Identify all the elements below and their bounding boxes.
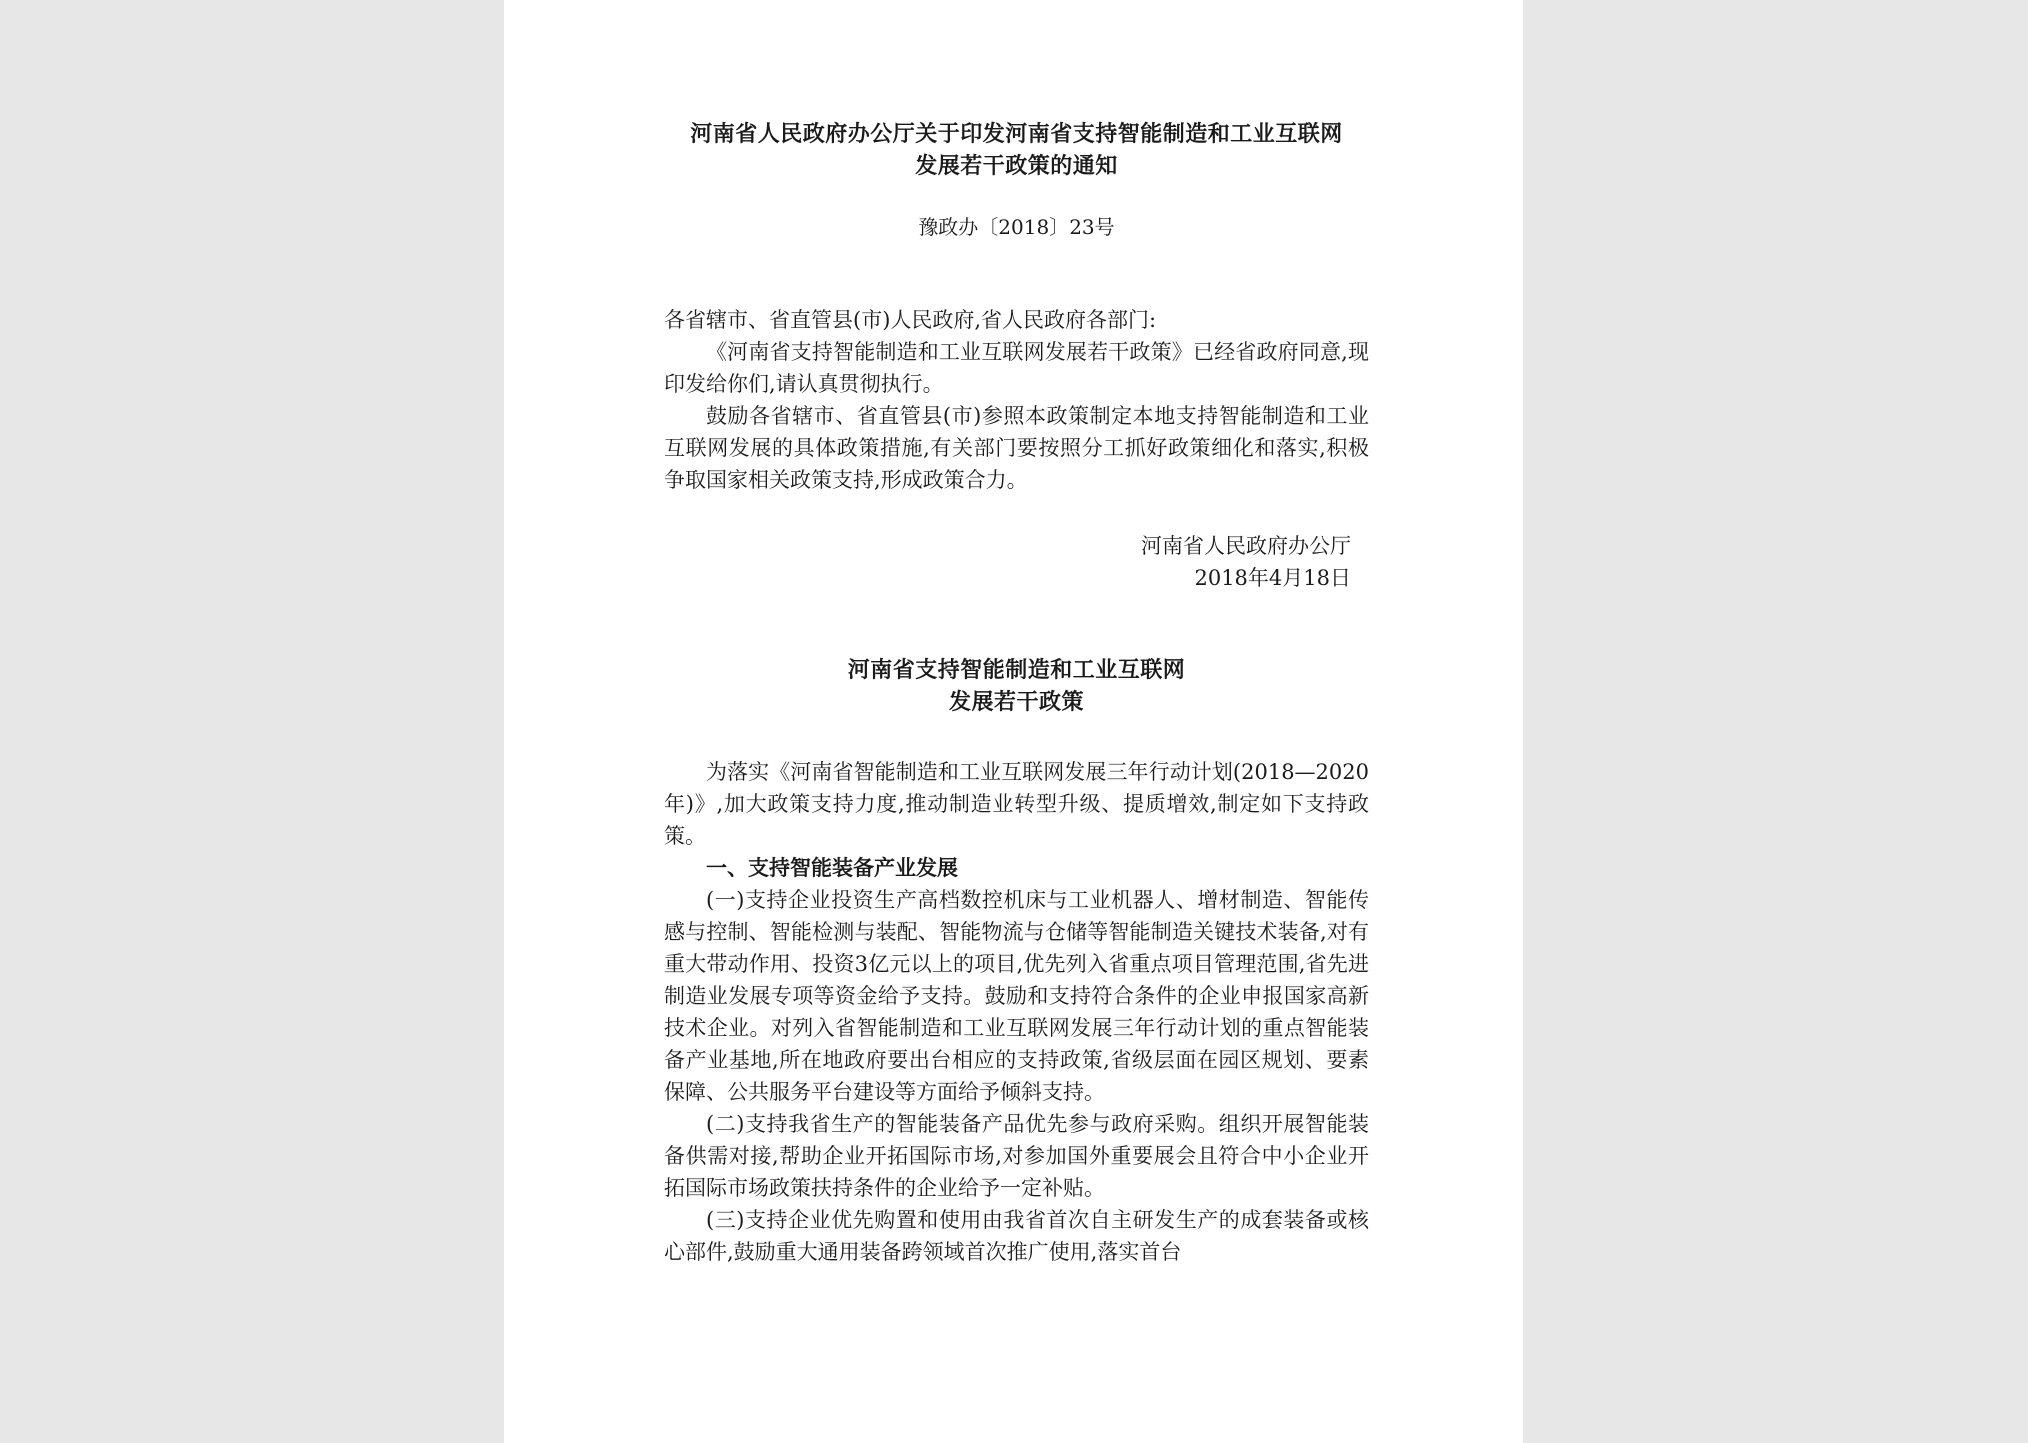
signature-org: 河南省人民政府办公厅 (1141, 534, 1351, 558)
addressee: 各省辖市、省直管县(市)人民政府,省人民政府各部门: (664, 308, 1157, 332)
document-number: 豫政办〔2018〕23号 (918, 215, 1115, 239)
notice-paragraph-1: 《河南省支持智能制造和工业互联网发展若干政策》已经省政府同意,现印发给你们,请认真贯彻执行。 (664, 340, 1369, 396)
policy-title-line1: 河南省支持智能制造和工业互联网 (847, 657, 1186, 683)
policy-item-3: (三)支持企业优先购置和使用由我省首次自主研发生产的成套装备或核心部件,鼓励重大通用装备跨领域首次推广使用,落实首台 (664, 1208, 1369, 1264)
policy-item-1: (一)支持企业投资生产高档数控机床与工业机器人、增材制造、智能传感与控制、智能检测与装配、智能物流与仓储等智能制造关键技术装备,对有重大带动作用、投资3亿元以上的项目,优先列入省重点项目管理范围,省先进制造业发展专项等资金给予支持。鼓励和支持符合条件的企业申报国家高新技术企业。对列入省智能制造和工业互联网发展三年行动计划的重点智能装备产业基地,所在地政府要出台相应的支持政策,省级层面在园区规划、要素保障、公共服务平台建设等方面给予倾斜支持。 (664, 888, 1369, 1104)
document-page (504, 0, 1523, 1443)
notice-title-line1: 河南省人民政府办公厅关于印发河南省支持智能制造和工业互联网 (690, 121, 1343, 147)
policy-item-2: (二)支持我省生产的智能装备产品优先参与政府采购。组织开展智能装备供需对接,帮助企业开拓国际市场,对参加国外重要展会且符合中小企业开拓国际市场政策扶持条件的企业给予一定补贴。 (664, 1112, 1369, 1200)
policy-title (664, 654, 1369, 718)
policy-intro: 为落实《河南省智能制造和工业互联网发展三年行动计划(2018—2020年)》,加大政策支持力度,推动制造业转型升级、提质增效,制定如下支持政策。 (664, 760, 1369, 848)
policy-title-line2: 发展若干政策 (948, 689, 1084, 715)
signature-date: 2018年4月18日 (1194, 566, 1351, 590)
notice-title (664, 118, 1369, 182)
notice-title-line2: 发展若干政策的通知 (915, 153, 1118, 179)
signature-block (664, 530, 1351, 594)
page-content (664, 118, 1369, 1268)
policy-body (664, 756, 1369, 1268)
section-heading-1: 一、支持智能装备产业发展 (706, 855, 958, 880)
notice-paragraph-2: 鼓励各省辖市、省直管县(市)参照本政策制定本地支持智能制造和工业互联网发展的具体政策措施,有关部门要按照分工抓好政策细化和落实,积极争取国家相关政策支持,形成政策合力。 (664, 404, 1369, 492)
